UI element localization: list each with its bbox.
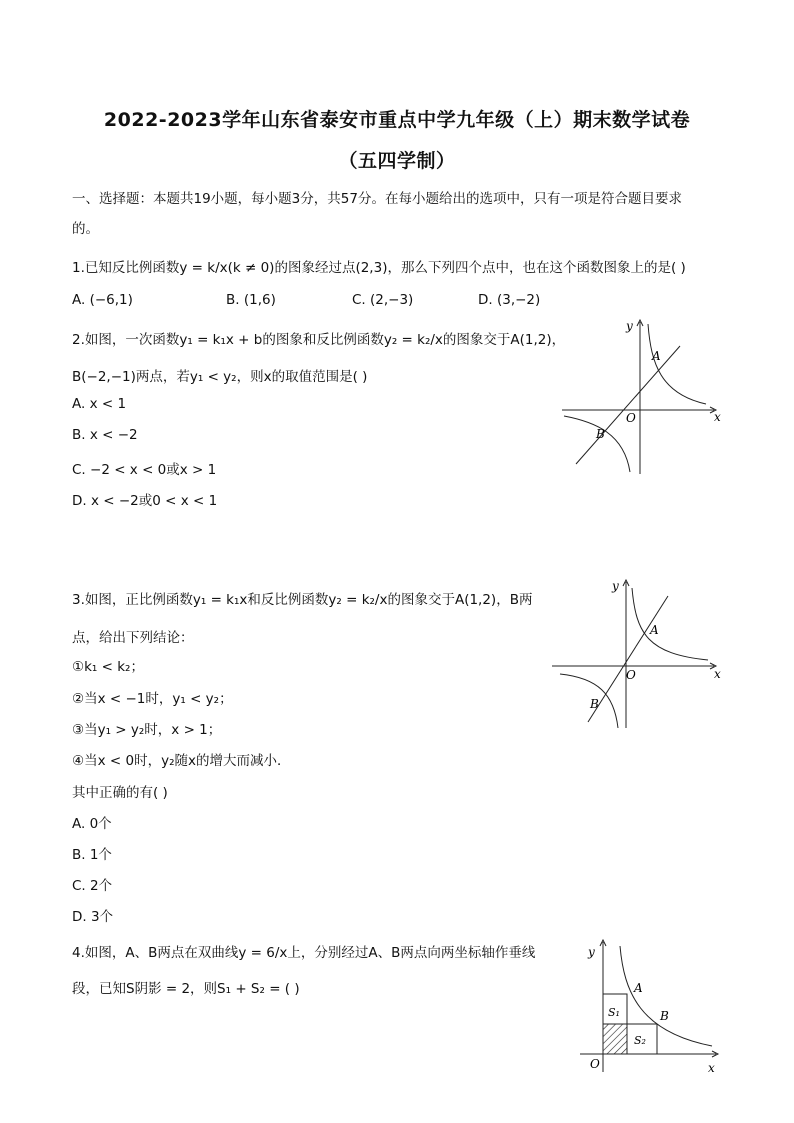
q3-label-a: A	[650, 623, 659, 637]
q2-stem: 2.如图，一次函数y₁ = k₁x + b的图象和反比例函数y₂ = k₂/x的图象交于A(1,2)，	[72, 332, 566, 348]
q3-proportional-line	[588, 596, 668, 722]
q4-figure	[580, 932, 724, 1078]
q2-label-x: x	[714, 410, 721, 424]
q2-option-c: C. −2 < x < 0或x > 1	[72, 462, 217, 478]
q1-option-d: D. (3,−2)	[478, 292, 541, 308]
q3-label-b: B	[590, 697, 599, 711]
q3-hyperbola-branch-1	[632, 588, 708, 660]
q2-hyperbola-branch-1	[648, 324, 706, 404]
q2-option-a: A. x < 1	[72, 396, 127, 412]
q2-option-d: D. x < −2或0 < x < 1	[72, 493, 218, 509]
q1-option-c: C. (2,−3)	[352, 292, 414, 308]
q1-stem: 1.已知反比例函数y = k/x(k ≠ 0)的图象经过点(2,3)，那么下列四个点中，也在这个函数图象上的是( )	[72, 260, 686, 276]
q3-option-b: B. 1个	[72, 847, 112, 863]
q3-item-2: ②当x < −1时，y₁ < y₂；	[72, 691, 233, 707]
q3-item-1: ①k₁ < k₂；	[72, 659, 144, 675]
q3-stem-cont: 点，给出下列结论：	[72, 630, 194, 646]
q3-label-y: y	[612, 579, 619, 593]
q4-label-b: B	[660, 1009, 669, 1023]
q4-shaded-region	[603, 1024, 627, 1054]
page-title: 2022-2023学年山东省泰安市重点中学九年级（上）期末数学试卷	[103, 109, 691, 131]
q4-label-x: x	[708, 1061, 715, 1075]
q2-linear-line	[576, 346, 680, 464]
q1-option-b: B. (1,6)	[226, 292, 276, 308]
section-instructions: 一、选择题：本题共19小题，每小题3分，共57分。在每小题给出的选项中，只有一项是符合题目要求	[72, 191, 682, 207]
q2-option-b: B. x < −2	[72, 427, 138, 443]
q3-option-c: C. 2个	[72, 878, 113, 894]
q2-label-origin: O	[626, 411, 636, 425]
q3-option-d: D. 3个	[72, 909, 114, 925]
q3-option-a: A. 0个	[72, 816, 112, 832]
q3-figure	[548, 574, 726, 734]
page-subtitle: （五四学制）	[338, 150, 456, 172]
q2-label-b: B	[596, 427, 605, 441]
q3-item-4: ④当x < 0时，y₂随x的增大而减小．	[72, 753, 291, 769]
q3-item-3: ③当y₁ > y₂时，x > 1；	[72, 722, 222, 738]
q3-question: 其中正确的有( )	[72, 785, 168, 801]
q4-stem-cont: 段，已知S阴影 = 2，则S₁ + S₂ = ( )	[72, 981, 300, 997]
q2-figure	[556, 314, 726, 482]
q4-label-y: y	[588, 945, 595, 959]
q3-label-x: x	[714, 667, 721, 681]
q4-label-origin: O	[590, 1057, 600, 1071]
q2-label-a: A	[652, 349, 661, 363]
q4-label-a: A	[634, 981, 643, 995]
q3-label-origin: O	[626, 668, 636, 682]
q3-stem: 3.如图，正比例函数y₁ = k₁x和反比例函数y₂ = k₂/x的图象交于A(1,2)，B两	[72, 592, 533, 608]
section-instructions-cont: 的。	[72, 221, 99, 237]
q1-option-a: A. (−6,1)	[72, 292, 133, 308]
q4-hyperbola	[620, 946, 712, 1046]
q2-label-y: y	[626, 319, 633, 333]
q2-hyperbola-branch-2	[564, 416, 630, 472]
q4-label-s2: S₂	[634, 1034, 646, 1047]
q4-stem: 4.如图，A、B两点在双曲线y = 6/x上，分别经过A、B两点向两坐标轴作垂线	[72, 945, 536, 961]
q2-stem-cont: B(−2,−1)两点，若y₁ < y₂，则x的取值范围是( )	[72, 369, 368, 385]
q4-label-s1: S₁	[608, 1006, 620, 1019]
